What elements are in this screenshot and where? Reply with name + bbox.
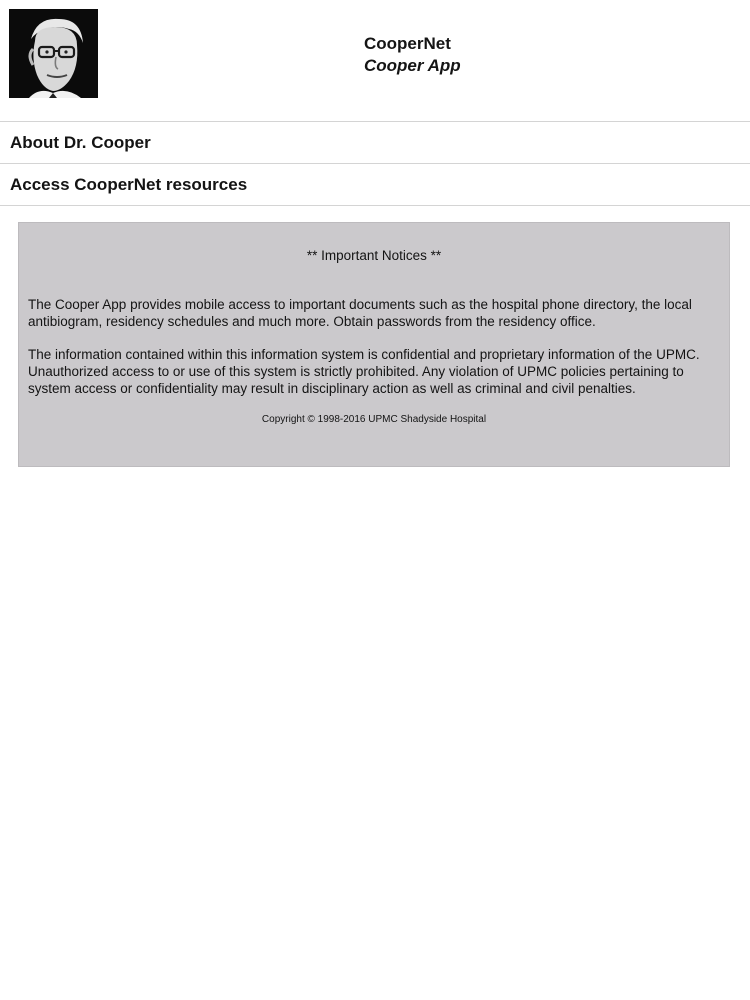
notice-paragraph-access: The Cooper App provides mobile access to important documents such as the hospital phone directory, the local antibiogram, residency schedules and much more. Obtain passwords from the residency office. — [28, 297, 692, 329]
notices-heading: ** Important Notices ** — [306, 248, 442, 263]
dr-cooper-portrait — [9, 9, 98, 98]
nav-item-access-coopernet-resources[interactable]: Access CooperNet resources — [0, 164, 750, 206]
portrait-image — [9, 9, 98, 98]
app-subtitle: Cooper App — [364, 56, 461, 75]
app-name: CooperNet — [364, 34, 451, 53]
important-notices-panel — [18, 222, 730, 467]
notice-paragraph-confidentiality: The information contained within this information system is confidential and proprietary information of the UPMC. Unauthorized access to or use of this system is strictly prohibited. Any violation of UPMC policies pertaining to system access or confidentiality may result in disciplinary action as well as criminal and civil penalties. — [28, 347, 700, 396]
title-block — [364, 33, 461, 77]
copyright-text: Copyright © 1998-2016 UPMC Shadyside Hospital — [261, 414, 487, 425]
app-header — [0, 0, 750, 121]
nav-list — [0, 121, 750, 206]
nav-item-about-dr-cooper[interactable]: About Dr. Cooper — [0, 122, 750, 164]
